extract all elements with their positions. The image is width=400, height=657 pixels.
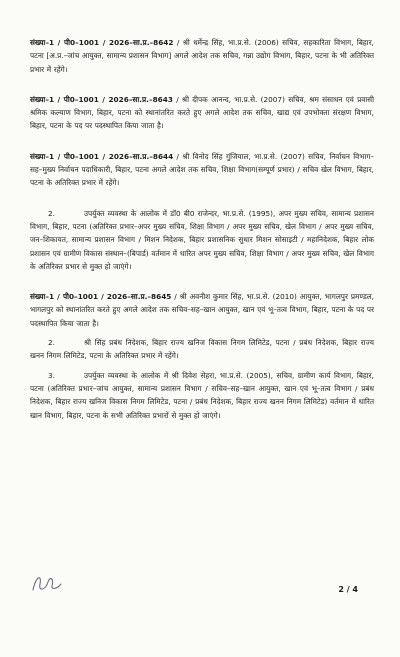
paragraph-text: उपर्युक्त व्यवस्था के आलोक में श्री दिवेश सेहरा, भा.प्र.से. (2005), सचिव, ग्रामीण कार्य विभाग, बिहार, पटना (अतिरिक्त प्रभार–जांच आयुक्त, सामान्य प्रशासन विभाग / सचिव–सह–खान आयुक्त, खान एवं भू–तत्व विभाग / प्रबंध निदेशक, बिहार राज्य खनिज विकास निगम लिमिटेड, पटना / प्रबंध निदेशक, बिहार राज्य खनन निगम लिमिटेड) वर्तमान में धारित खान विभाग, बिहार, पटना के सभी अतिरिक्त प्रभारों से मुक्त हो जाएंगे। bbox=[30, 370, 374, 420]
order-body: / श्री दीपक आनन्द, भा.प्र.से. (2007) सचिव, श्रम संसाधन एवं प्रवासी श्रमिक कल्याण विभाग, बिहार, पटना को स्थानांतरित करते हुए अगले आदेश तक सचिव, खाद्य एवं उपभोक्ता संरक्षण विभाग, बिहार, पटना के पद पर पदस्थापित किया जाता है। bbox=[30, 94, 374, 131]
order-number: संख्या–1 / पी0–1001 / 2026–सा.प्र.–8645 bbox=[30, 292, 172, 302]
signature-scribble-icon bbox=[30, 572, 64, 594]
paragraph-text: उपर्युक्त व्यवस्था के आलोक में डॉ0 बी0 राजेन्दर, भा.प्र.से. (1995), अपर मुख्य सचिव, सामान्य प्रशासन विभाग, बिहार, पटना (अतिरिक्त प्रभार–अपर मुख्य सचिव, शिक्षा विभाग / अपर मुख्य सचिव, खेल विभाग / अपर मुख्य सचिव, जन–शिकायत, सामान्य प्रशासन विभाग / मिशन निदेशक, बिहार प्रशासनिक सुधार मिशन सोसाइटी / महानिदेशक, बिहार लोक प्रशासन एवं ग्रामीण विकास संस्थान–(बिपार्ड) वर्तमान में धारित अपर मुख्य सचिव, शिक्षा विभाग / अपर मुख्य सचिव, खेल विभाग के अतिरिक्त प्रभार से मुक्त हो जाएंगे। bbox=[30, 208, 374, 271]
paragraph-number: 2. bbox=[48, 338, 55, 348]
order-8644 bbox=[30, 150, 374, 190]
order-body: / श्री विनोद सिंह गुंजियाल, भा.प्र.से. (2007) सचिव, निर्वाचन विभाग–सह–मुख्य निर्वाचन पदाधिकारी, बिहार, पटना अगले आदेश तक सचिव, शिक्षा विभाग(सम्पूर्ण प्रभार) / सचिव खेल विभाग, बिहार, पटना के अतिरिक्त प्रभार में रहेंगे। bbox=[30, 151, 374, 188]
initials-signature bbox=[30, 572, 64, 598]
page-number: 2 / 4 bbox=[338, 585, 358, 594]
order-body: / श्री अवनीश कुमार सिंह, भा.प्र.से. (2010) आयुक्त, भागलपुर प्रमण्डल, भागलपुर को स्थानांतरित करते हुए अगले आदेश तक सचिव–सह–खान आयुक्त, खान एवं भू–तत्व विभाग, बिहार, पटना के पद पर पदस्थापित किया जाता है। bbox=[30, 292, 374, 328]
order-8645-paragraph-2 bbox=[30, 336, 374, 363]
order-number: संख्या–1 / पी0–1001 / 2026–सा.प्र.–8643 bbox=[30, 94, 173, 104]
order-8642 bbox=[30, 36, 374, 76]
order-number: संख्या–1 / पी0–1001 / 2026–सा.प्र.–8644 bbox=[30, 151, 174, 161]
order-8645-paragraph-3 bbox=[30, 369, 374, 422]
paragraph-number: 2. bbox=[48, 208, 55, 218]
paragraph-number: 3. bbox=[48, 370, 55, 380]
order-body: / श्री धर्मेन्द्र सिंह, भा.प्र.से. (2006) सचिव, सहकारिता विभाग, बिहार, पटना [अ.प्र.–जांच आयुक्त, सामान्य प्रशासन विभाग] अगले आदेश तक सचिव, गन्ना उद्योग विभाग, बिहार, पटना के भी अतिरिक्त प्रभार में रहेंगे। bbox=[30, 38, 375, 74]
order-number: संख्या–1 / पी0–1001 / 2026–सा.प्र.–8642 bbox=[30, 38, 174, 47]
order-8645 bbox=[30, 290, 374, 330]
order-8644-paragraph-2 bbox=[30, 207, 374, 273]
order-8643 bbox=[30, 93, 374, 133]
paragraph-text: श्री सिंह प्रबंध निदेशक, बिहार राज्य खनिज विकास निगम लिमिटेड, पटना / प्रबंध निदेशक, बिहार राज्य खनन निगम लिमिटेड, पटना के अतिरिक्त प्रभार में रहेंगे। bbox=[30, 338, 374, 361]
